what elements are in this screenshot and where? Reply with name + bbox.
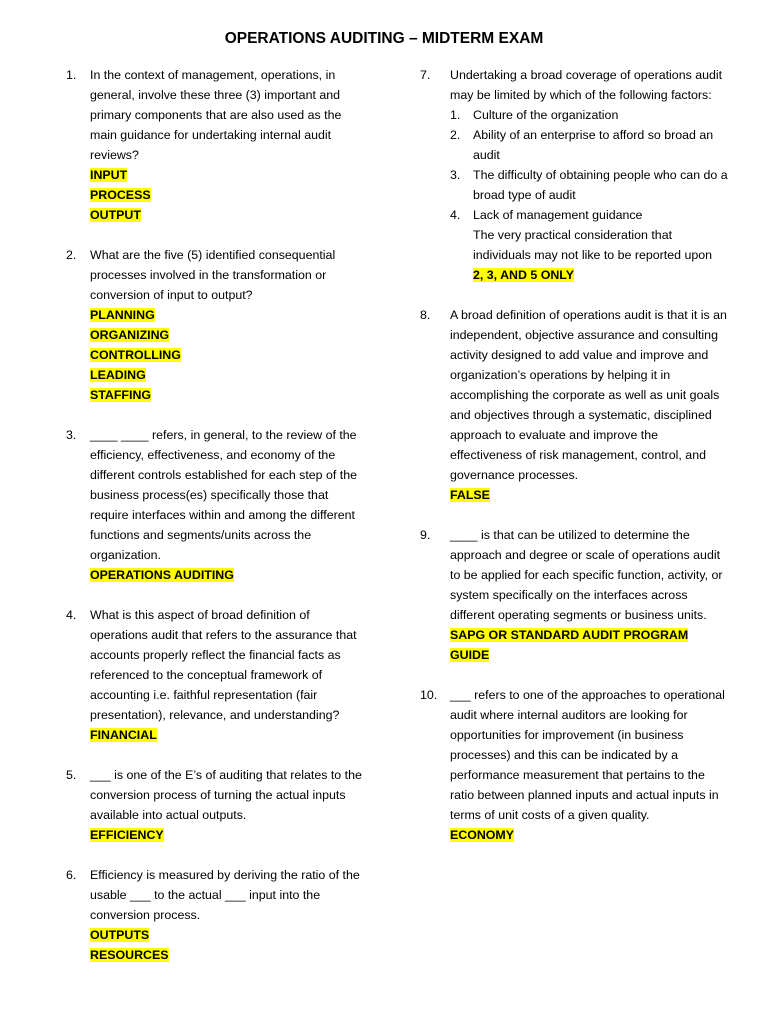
answer-line (90, 825, 365, 845)
answer-highlight: 2, 3, AND 5 ONLY (473, 268, 574, 282)
answer-line (450, 485, 730, 505)
question-text: A broad definition of operations audit is that it is an independent, objective assurance and consulting activity designed to add value and improve and organization’s operations by helping it in accomplishing the corporate as well as unit goals and objectives through a systematic, disciplined approach to evaluate and improve the effectiveness of risk management, control, and governance processes. (450, 308, 727, 482)
question-text: ___ is one of the E’s of auditing that relates to the conversion process of turning the actual inputs available into actual outputs. (90, 768, 362, 822)
question-2 (60, 245, 365, 405)
question-number: 8. (420, 308, 431, 322)
answer-line (450, 265, 730, 285)
factor-text: Ability of an enterprise to afford so broad an audit (473, 128, 714, 162)
answer-line (90, 305, 365, 325)
factor-item (450, 205, 730, 225)
question-9 (420, 525, 730, 665)
question-number: 6. (66, 868, 77, 882)
answer-highlight: LEADING (90, 368, 146, 382)
answer-highlight: ECONOMY (450, 828, 515, 842)
answer-highlight: FALSE (450, 488, 490, 502)
answer-highlight: EFFICIENCY (90, 828, 164, 842)
answer-line (90, 565, 365, 585)
factor-number: 3. (450, 168, 461, 182)
question-text: In the context of management, operations, in general, involve these three (3) important and primary components that are also used as the main guidance for undertaking internal audit reviews? (90, 68, 342, 162)
question-number: 2. (66, 248, 77, 262)
question-number: 5. (66, 768, 77, 782)
question-3 (60, 425, 365, 585)
answer-highlight: FINANCIAL (90, 728, 157, 742)
question-text: What are the five (5) identified consequential processes involved in the transformation or conversion of input to output? (90, 248, 336, 302)
factor-number: 1. (450, 108, 461, 122)
question-text: ____ ____ refers, in general, to the review of the efficiency, effectiveness, and economy of the different controls established for each step of the business process(es) specifically those that require interfaces within and among the different functions and segments/units across the organization. (90, 428, 358, 562)
answer-highlight: ORGANIZING (90, 328, 170, 342)
answer-line (90, 945, 365, 965)
left-column (60, 65, 365, 985)
question-text: ____ is that can be utilized to determine the approach and degree or scale of operations audit to be applied for each specific function, activity, or system specifically on the interfaces across different operating segments or business units. (450, 528, 723, 622)
answer-line (450, 625, 730, 665)
answer-highlight: OUTPUTS (90, 928, 150, 942)
factor-text: The difficulty of obtaining people who can do a broad type of audit (473, 168, 728, 202)
exam-title: OPERATIONS AUDITING – MIDTERM EXAM (224, 30, 544, 47)
question-10 (420, 685, 730, 845)
answer-line (450, 825, 730, 845)
answer-line (90, 925, 365, 945)
answer-line (90, 165, 365, 185)
factor-item (450, 225, 730, 265)
factor-item (450, 165, 730, 205)
answer-highlight: INPUT (90, 168, 128, 182)
question-5 (60, 765, 365, 845)
answer-line (90, 385, 365, 405)
answer-highlight: OUTPUT (90, 208, 141, 222)
answer-highlight: SAPG OR STANDARD AUDIT PROGRAM GUIDE (450, 628, 689, 662)
question-number: 9. (420, 528, 431, 542)
question-number: 1. (66, 68, 77, 82)
answer-line (90, 325, 365, 345)
question-number: 4. (66, 608, 77, 622)
question-4 (60, 605, 365, 745)
answer-highlight: STAFFING (90, 388, 152, 402)
answer-highlight: RESOURCES (90, 948, 169, 962)
answer-highlight: CONTROLLING (90, 348, 181, 362)
factor-text: Culture of the organization (473, 108, 619, 122)
question-number: 7. (420, 68, 431, 82)
factor-item (450, 105, 730, 125)
answer-highlight: OPERATIONS AUDITING (90, 568, 234, 582)
question-1 (60, 65, 365, 225)
question-text: ___ refers to one of the approaches to operational audit where internal auditors are looking for opportunities for improvement (in business processes) and this can be indicated by a performance measurement that pertains to the ratio between planned inputs and actual inputs in terms of unit costs of a given quality. (450, 688, 725, 822)
question-text: What is this aspect of broad definition of operations audit that refers to the assurance that accounts properly reflect the financial facts as referenced to the conceptual framework of accounting i.e. faithful representation (fair presentation), relevance, and understanding? (90, 608, 357, 722)
factor-text: Lack of management guidance (473, 208, 643, 222)
question-number: 3. (66, 428, 77, 442)
factor-item (450, 125, 730, 165)
answer-line (90, 365, 365, 385)
factor-number: 4. (450, 208, 461, 222)
question-text: Efficiency is measured by deriving the ratio of the usable ___ to the actual ___ input into the conversion process. (90, 868, 360, 922)
answer-highlight: PROCESS (90, 188, 151, 202)
question-text: Undertaking a broad coverage of operations audit may be limited by which of the following factors: (450, 68, 723, 102)
factor-number: 2. (450, 128, 461, 142)
question-6 (60, 865, 365, 965)
answer-line (90, 185, 365, 205)
answer-highlight: PLANNING (90, 308, 155, 322)
question-8 (420, 305, 730, 505)
question-7 (420, 65, 730, 285)
right-column (420, 65, 730, 865)
factor-text: The very practical consideration that individuals may not like to be reported upon (473, 228, 713, 262)
question-number: 10. (420, 688, 438, 702)
answer-line (90, 205, 365, 225)
answer-line (90, 725, 365, 745)
answer-line (90, 345, 365, 365)
